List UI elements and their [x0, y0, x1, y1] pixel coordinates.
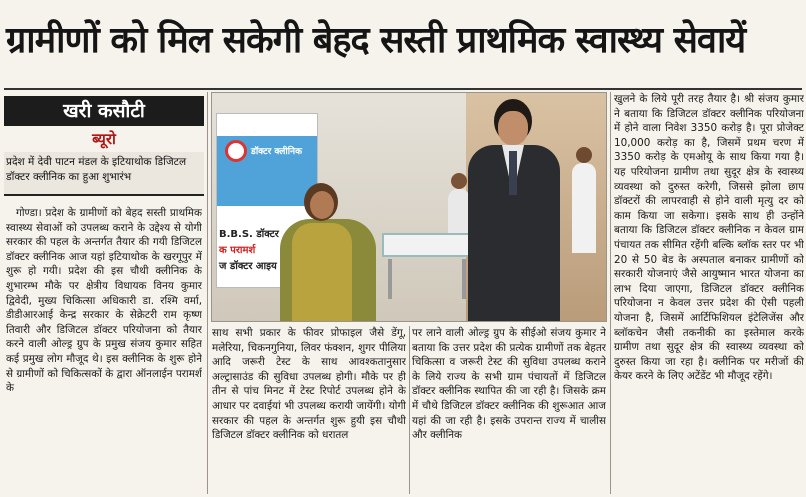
column-divider	[207, 92, 208, 494]
banner-line-1: B.B.S. डॉक्टर	[219, 229, 279, 240]
news-photo	[211, 92, 607, 322]
woman-figure	[272, 183, 382, 322]
column-divider	[610, 92, 611, 494]
headline-rule	[4, 88, 802, 90]
column-2-text: साथ सभी प्रकार के फीवर प्रोफाइल जैसे डेंगू, मलेरिया, चिकनगुनिया, लिवर फंक्शन, शुगर पीलिया आदि जरूरी टेस्ट के साथ आवश्कतानुसार अल्ट्रासाउंड की सुविधा उपलब्ध होगी। मौके पर ही तीन से पांच मिनट में टेस्ट रिपोर्ट उपलब्ध होने के आधार पर दवाईयां भी उपलब्ध करायी जायेंगी। योगी सरकार की पहल के अन्तर्गत शुरू हुयी इस चौथी डिजिटल डॉक्टर क्लीनिक को धरातल	[212, 327, 406, 442]
column-divider	[409, 326, 410, 494]
byline: ब्यूरो	[92, 130, 116, 148]
column-3-text: पर लाने वाली ओल्ड्र ग्रुप के सीईओ संजय कुमार ने बताया कि उत्तर प्रदेश की प्रत्येक ग्रामीणों तक बेहतर चिकित्सा व जरूरी टेस्ट की सुविधा उपलब्ध कराने के लिये राज्य के सभी ग्राम पंचायतों में डिजिटल डॉक्टर क्लीनिक स्थापित की जा रही है। जिसके क्रम में चौथे डिजिटल डॉक्टर क्लीनिक की शुरूआत आज यहां की जा रही है। इसके उपरान्त राज्य में चालीस और क्लीनिक	[412, 327, 606, 442]
article-column-2	[212, 326, 406, 494]
headline: ग्रामीणों को मिल सकेगी बेहद सस्ती प्राथमिक स्वास्थ्य सेवायें	[6, 20, 746, 61]
subheadline: प्रदेश में देवी पाटन मंडल के इटियाथोक डिजिटल डॉक्टर क्लीनिक का हुआ शुभारंभ	[4, 152, 204, 196]
hospital-bed	[382, 233, 472, 257]
column-4-text: खुलने के लिये पूरी तरह तैयार है। श्री संजय कुमार ने बताया कि डिजिटल डॉक्टर क्लीनिक परियोजना में होने वाला निवेश 3350 करोड़ है। पूरा प्रोजेक्ट 10,000 करोड़ का है, जिसमें प्रथम चरण में 3350 करोड़ के एमओयू के साथ किया गया है। यह परियोजना ग्रामीण तथा सुदूर क्षेत्र के स्वास्थ्य व्यवस्था को दुरुस्त करेगी, जिससे झोला छाप डॉक्टरों की लापरवाही से होने वाली मृत्यु दर को काम किया जा सकेगा। इसके साथ ही उन्होंने बताया कि डिजिटल डॉक्टर क्लीनिक न केवल ग्राम पंचायत तक सीमित रहेंगी बल्कि ब्लॉक स्तर पर भी 20 से 50 बेड के अस्पताल बनाकर ग्रामीणों को सरकारी योजनाएं जैसे आयुष्मान भारत योजना का लाभ दिया जाएगा, डिजिटल डॉक्टर क्लीनिक परियोजना न केवल उत्तर प्रदेश की ऐसी पहली योजना है, जिसमें आर्टिफिशियल इंटेलिजेंस और ब्लॉकचेन जैसी तकनीकी का इस्तेमाल करके ग्रामीण तथा सुदूर क्षेत्र की स्वास्थ्य व्यवस्था को दुरुस्त किया जा रहा है। क्लीनिक पर मरीजों की केयर करने के लिए अटेंडेंट भी मौजूद रहेंगे।	[614, 93, 804, 383]
background-person-2	[572, 163, 596, 253]
clinic-logo-icon	[225, 140, 247, 162]
article-column-4	[614, 92, 804, 494]
banner-line-3: ज डॉक्टर आइय	[219, 261, 277, 272]
column-1-text: गोण्डा। प्रदेश के ग्रामीणों को बेहद सस्ती प्राथमिक स्वास्थ्य सेवाओं को उपलब्ध कराने के उद्देश्य से योगी सरकार की पहल के अन्तर्गत तैयार की गयी डिजिटल डॉक्टर क्लीनिक आज यहां इटियाथोक के खरगूपुर में शुरू हो गयी। प्रदेश की इस चौथी क्लीनिक के शुभारम्भ मौके पर क्षेत्रीय विधायक विनय कुमार द्विवेदी, मुख्य चिकित्सा अधिकारी डा. रश्मि वर्मा, डीडीआरआई केन्द्र सरकार के सेक्रेटरी राम कृष्ण तिवारी और डिजिटल डॉक्टर परियोजना को तैयार करने वाली ओल्ड्र ग्रुप के प्रमुख संजय कुमार सहित कई प्रमुख लोग मौजूद थे। इस क्लीनिक के शुरू होने से ग्रामीणों को चिकित्सकों के द्वारा ऑनलाईन परामर्श के	[6, 207, 202, 395]
article-column-1	[6, 206, 202, 494]
bed-leg	[388, 259, 392, 299]
column-tag: खरी कसौटी	[4, 96, 204, 126]
man-in-suit-figure	[464, 99, 564, 322]
article-column-3	[412, 326, 606, 494]
banner-brand: डॉक्टर क्लीनिक	[251, 147, 302, 157]
banner-line-2: क परामर्श	[219, 245, 256, 256]
